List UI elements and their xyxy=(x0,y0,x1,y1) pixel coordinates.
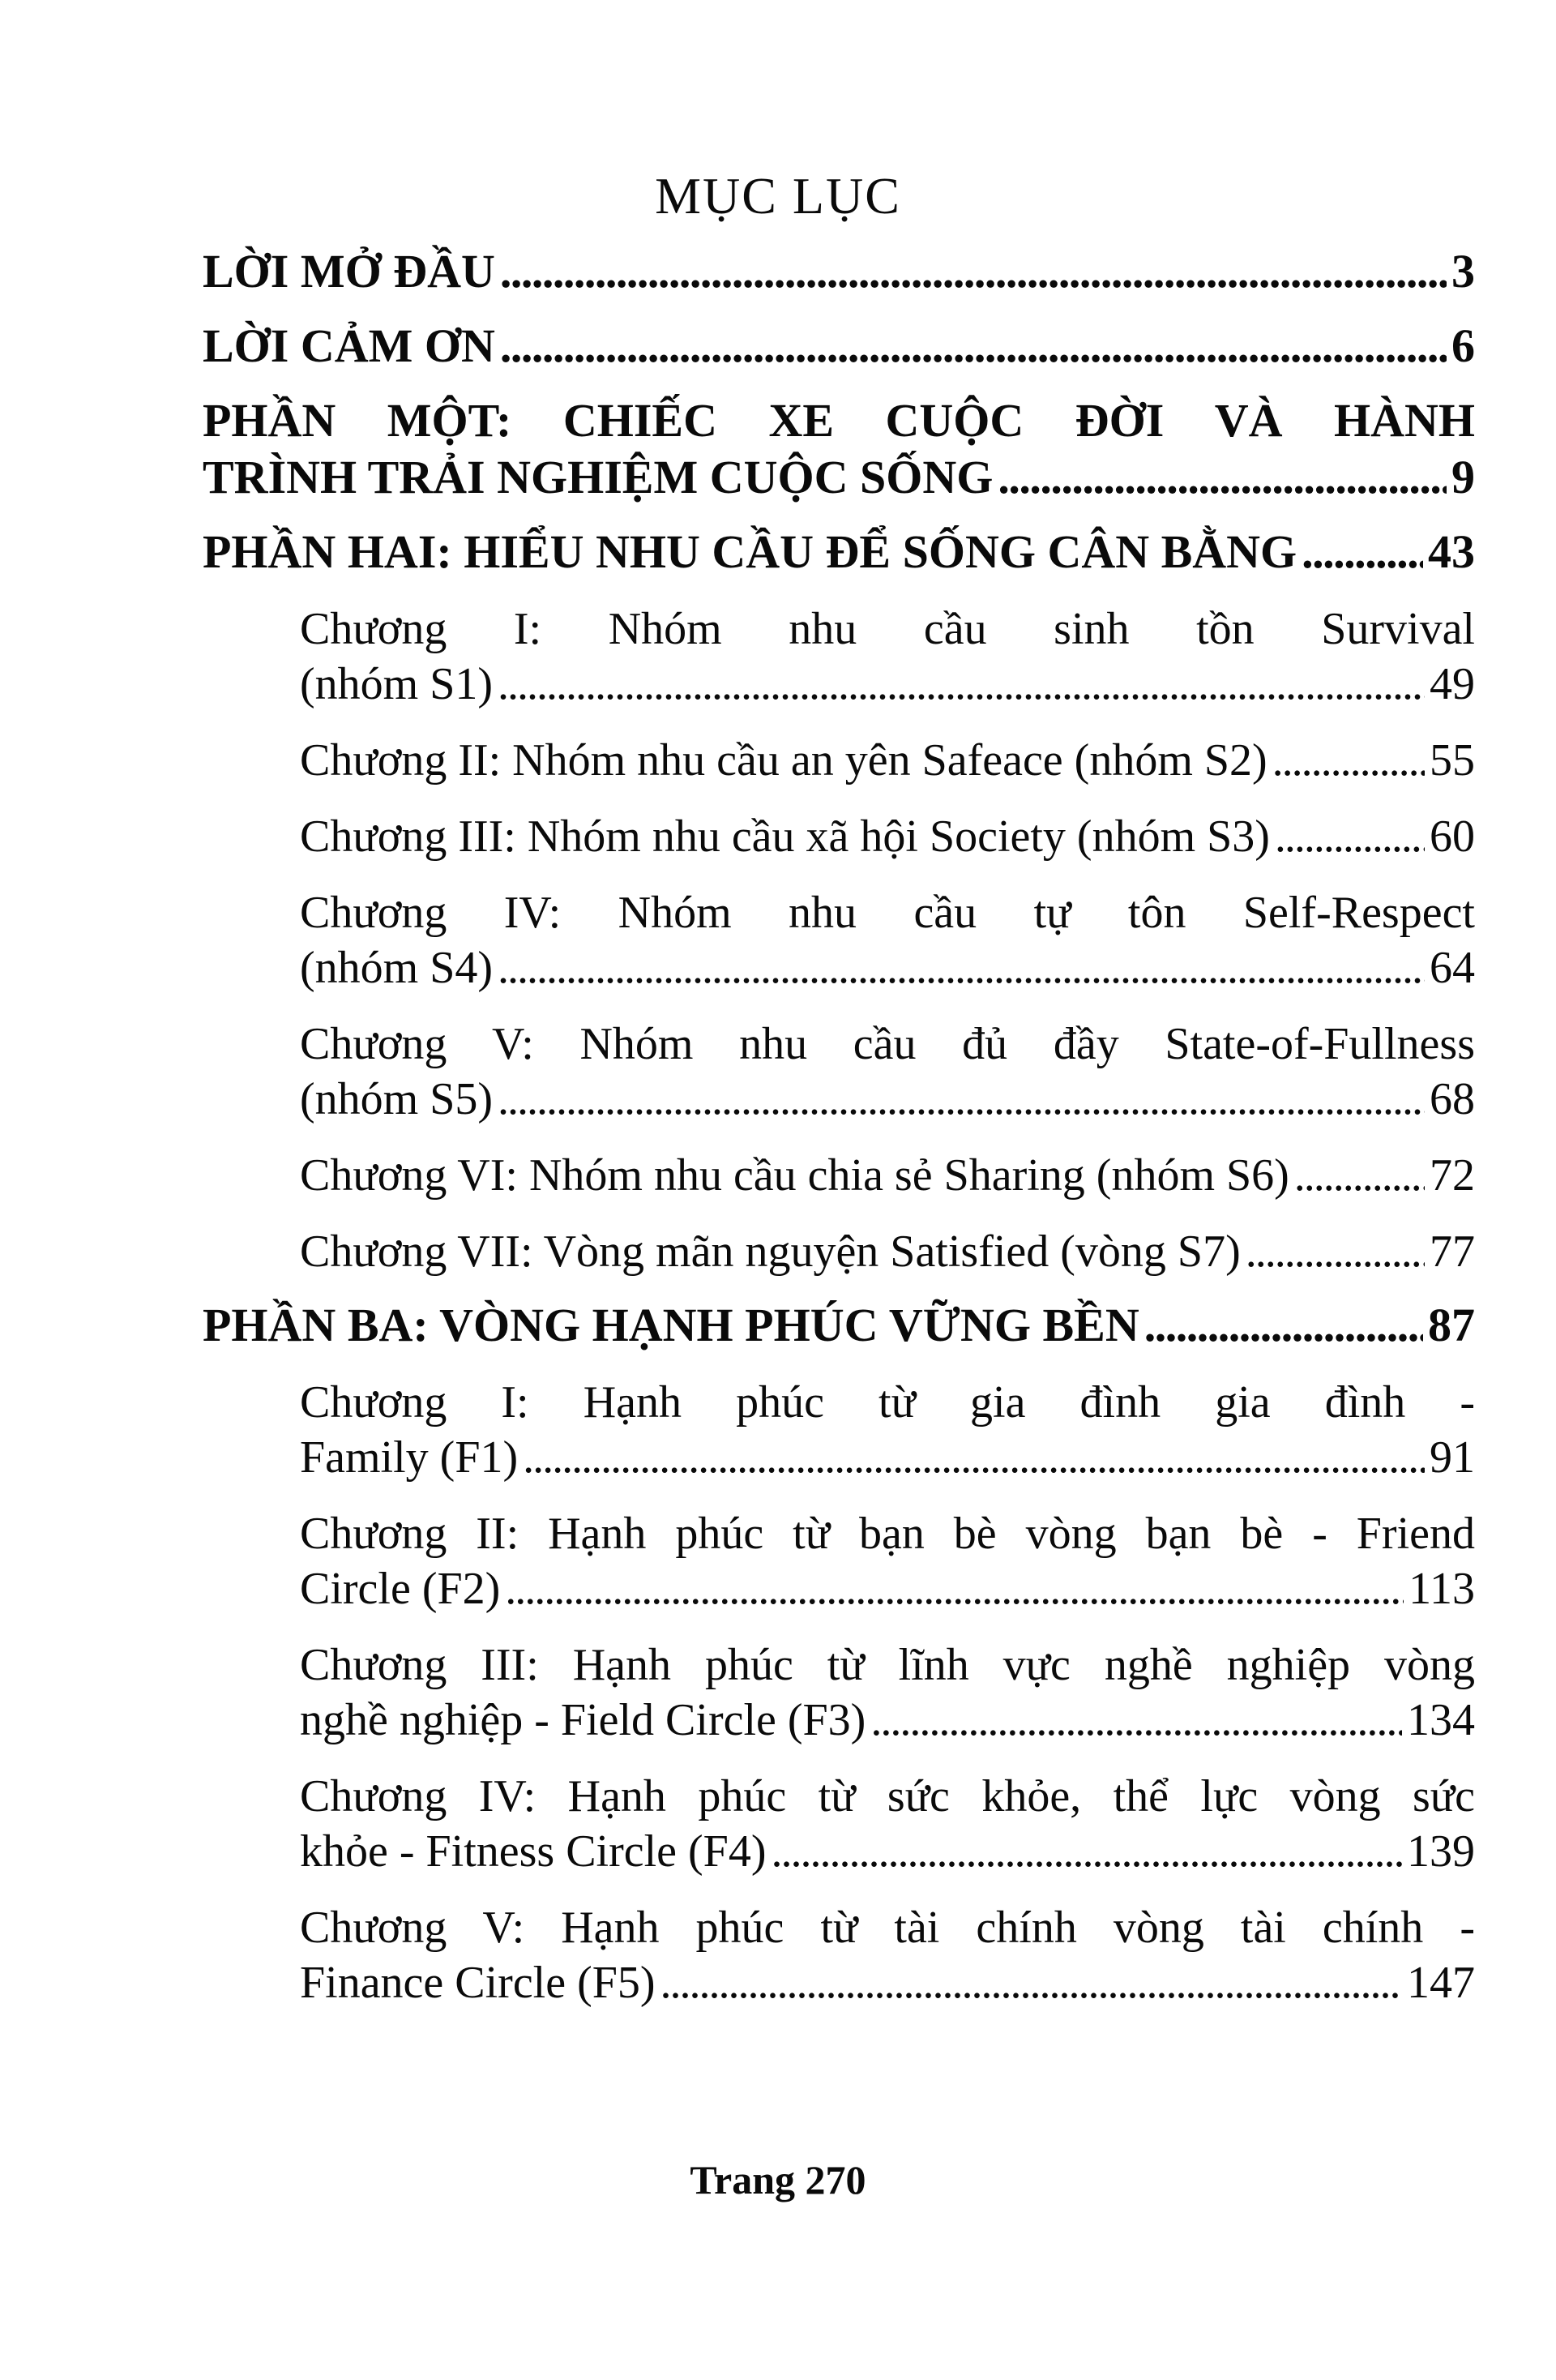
dot-leader xyxy=(870,1693,1402,1748)
toc-entry-text: Chương III: Hạnh phúc từ lĩnh vực nghề nghiệp vòng xyxy=(300,1640,1475,1690)
dot-leader xyxy=(1144,1297,1423,1354)
toc-entry-row xyxy=(300,809,1475,864)
toc-entry xyxy=(300,885,1475,995)
toc-page-number: 68 xyxy=(1430,1074,1475,1124)
toc-entry-text: Chương V: Nhóm nhu cầu đủ đầy State-of-Fullness xyxy=(300,1019,1475,1069)
toc-page-number: 134 xyxy=(1407,1695,1475,1745)
toc-entry xyxy=(203,524,1475,580)
dot-leader xyxy=(498,657,1425,712)
toc-entry-row xyxy=(300,1430,1475,1485)
dot-leader xyxy=(771,1824,1402,1879)
toc-page-number: 49 xyxy=(1430,659,1475,709)
table-of-contents xyxy=(203,243,1475,2010)
toc-entry-text: khỏe - Fitness Circle (F4) xyxy=(300,1826,767,1877)
toc-page-number: 6 xyxy=(1451,319,1475,372)
toc-entry-row xyxy=(300,1955,1475,2010)
toc-page-number: 55 xyxy=(1430,735,1475,785)
toc-entry-row xyxy=(203,243,1475,300)
dot-leader xyxy=(998,449,1447,506)
dot-leader xyxy=(1294,1148,1425,1203)
toc-page-number: 77 xyxy=(1430,1226,1475,1277)
toc-entry-text: Chương I: Nhóm nhu cầu sinh tồn Survival xyxy=(300,604,1475,654)
toc-entry xyxy=(300,1375,1475,1485)
toc-entry xyxy=(300,601,1475,712)
toc-page-number: 64 xyxy=(1430,943,1475,993)
toc-page-number: 72 xyxy=(1430,1150,1475,1201)
toc-entry-row xyxy=(203,449,1475,506)
toc-entry-text: (nhóm S5) xyxy=(300,1074,493,1124)
toc-entry-text: Chương IV: Nhóm nhu cầu tự tôn Self-Respect xyxy=(300,888,1475,938)
dot-leader xyxy=(498,940,1425,995)
toc-entry-text: Chương VI: Nhóm nhu cầu chia sẻ Sharing (nhóm S6) xyxy=(300,1150,1289,1201)
toc-entry xyxy=(300,733,1475,788)
toc-entry-row xyxy=(300,1148,1475,1203)
dot-leader xyxy=(500,243,1447,300)
toc-entry xyxy=(300,1224,1475,1279)
toc-entry-text: PHẦN BA: VÒNG HẠNH PHÚC VỮNG BỀN xyxy=(203,1299,1139,1351)
dot-leader xyxy=(523,1430,1425,1485)
toc-entry-text: Chương IV: Hạnh phúc từ sức khỏe, thể lực vòng sức xyxy=(300,1771,1475,1821)
toc-entry-text: LỜI MỞ ĐẦU xyxy=(203,245,495,298)
toc-entry xyxy=(300,1769,1475,1879)
toc-entry-text: Chương II: Nhóm nhu cầu an yên Safeace (nhóm S2) xyxy=(300,735,1267,785)
toc-entry xyxy=(203,1297,1475,1354)
dot-leader xyxy=(505,1561,1404,1616)
toc-entry-text: Family (F1) xyxy=(300,1432,519,1483)
toc-page-number: 3 xyxy=(1451,245,1475,298)
toc-entry-row xyxy=(203,318,1475,375)
toc-entry-row xyxy=(300,733,1475,788)
toc-entry xyxy=(300,1637,1475,1748)
dot-leader xyxy=(500,318,1447,375)
page-title: MỤC LỤC xyxy=(655,167,901,225)
toc-entry xyxy=(300,809,1475,864)
toc-entry-text: Chương V: Hạnh phúc từ tài chính vòng tài chính - xyxy=(300,1903,1475,1953)
toc-entry xyxy=(203,243,1475,300)
toc-entry xyxy=(300,1017,1475,1127)
toc-entry-row xyxy=(300,657,1475,712)
page-footer: Trang 270 xyxy=(690,2157,866,2202)
toc-entry-row xyxy=(203,1297,1475,1354)
toc-entry-text: (nhóm S4) xyxy=(300,943,493,993)
toc-entry-row xyxy=(300,1824,1475,1879)
toc-entry-text: Circle (F2) xyxy=(300,1564,501,1614)
dot-leader xyxy=(498,1072,1425,1127)
toc-page-number: 113 xyxy=(1409,1564,1475,1614)
toc-entry-row xyxy=(203,524,1475,580)
dot-leader xyxy=(1272,733,1425,788)
toc-entry-text: PHẦN MỘT: CHIẾC XE CUỘC ĐỜI VÀ HÀNH xyxy=(203,394,1475,447)
toc-entry-row xyxy=(300,1224,1475,1279)
toc-page-number: 43 xyxy=(1428,525,1475,578)
toc-entry-text: TRÌNH TRẢI NGHIỆM CUỘC SỐNG xyxy=(203,451,994,503)
toc-entry-text: Chương II: Hạnh phúc từ bạn bè vòng bạn bè - Friend xyxy=(300,1509,1475,1559)
toc-entry xyxy=(300,1900,1475,2010)
toc-entry-row xyxy=(300,1693,1475,1748)
toc-entry-text: Chương III: Nhóm nhu cầu xã hội Society (nhóm S3) xyxy=(300,811,1270,862)
dot-leader xyxy=(1302,524,1423,580)
toc-entry-row xyxy=(300,940,1475,995)
toc-entry-text: nghề nghiệp - Field Circle (F3) xyxy=(300,1695,866,1745)
toc-entry-text: PHẦN HAI: HIỂU NHU CẦU ĐỂ SỐNG CÂN BẰNG xyxy=(203,525,1297,578)
toc-entry-text: Finance Circle (F5) xyxy=(300,1958,656,2008)
toc-entry xyxy=(203,318,1475,375)
toc-entry-row xyxy=(300,1072,1475,1127)
dot-leader xyxy=(660,1955,1402,2010)
toc-entry-text: Chương I: Hạnh phúc từ gia đình gia đình - xyxy=(300,1377,1475,1428)
dot-leader xyxy=(1275,809,1425,864)
toc-entry xyxy=(300,1148,1475,1203)
toc-entry-text: LỜI CẢM ƠN xyxy=(203,319,495,372)
toc-page-number: 87 xyxy=(1428,1299,1475,1351)
toc-page-number: 60 xyxy=(1430,811,1475,862)
toc-page-number: 139 xyxy=(1407,1826,1475,1877)
toc-entry-text: Chương VII: Vòng mãn nguyện Satisfied (vòng S7) xyxy=(300,1226,1241,1277)
dot-leader xyxy=(1246,1224,1425,1279)
toc-page-number: 147 xyxy=(1407,1958,1475,2008)
toc-entry xyxy=(203,392,1475,506)
toc-page-number: 9 xyxy=(1451,451,1475,503)
toc-page-number: 91 xyxy=(1430,1432,1475,1483)
toc-entry-row xyxy=(300,1561,1475,1616)
toc-entry-text: (nhóm S1) xyxy=(300,659,493,709)
toc-entry xyxy=(300,1506,1475,1616)
